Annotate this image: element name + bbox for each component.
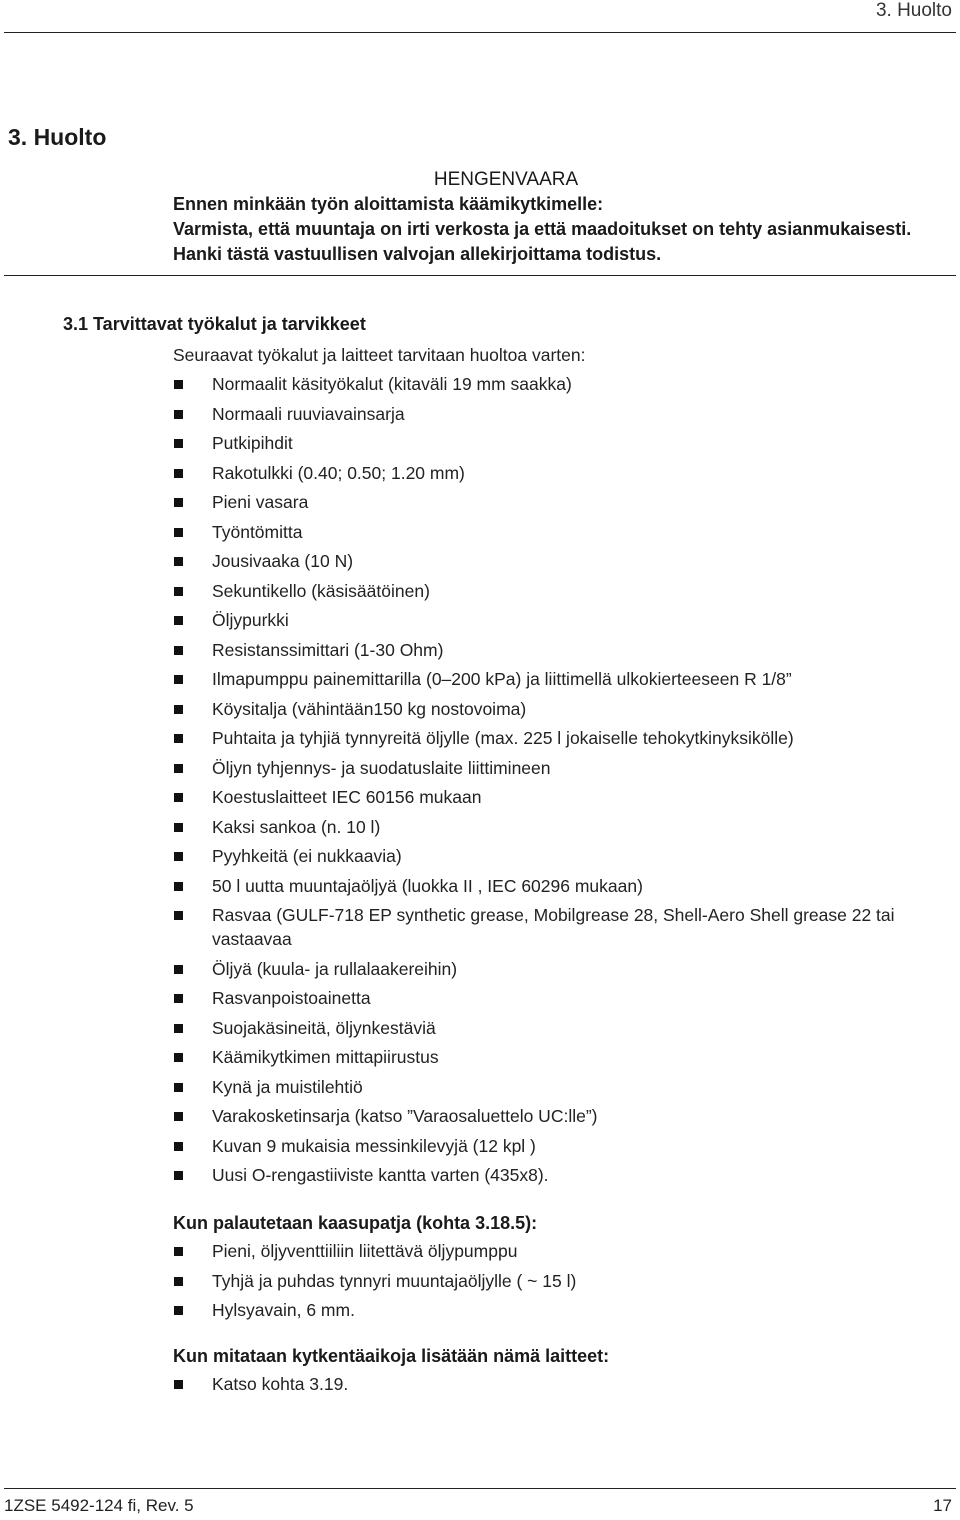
list-item-text: Uusi O-rengastiiviste kantta varten (435x8). xyxy=(212,1165,549,1185)
warning-line: Hanki tästä vastuullisen valvojan allekirjoittama todistus. xyxy=(173,244,662,264)
square-bullet-icon xyxy=(174,1024,183,1033)
tool-list xyxy=(173,372,958,1187)
list-item xyxy=(173,638,958,662)
list-item xyxy=(173,815,958,839)
square-bullet-icon xyxy=(174,380,183,389)
list-item-text: Pieni, öljyventtiiliin liitettävä öljypumppu xyxy=(212,1241,518,1261)
list-item-text: Hylsyavain, 6 mm. xyxy=(212,1300,355,1320)
return-list xyxy=(173,1239,958,1322)
list-item xyxy=(173,1239,958,1263)
square-bullet-icon xyxy=(174,498,183,507)
section-intro: Seuraavat työkalut ja laitteet tarvitaan huoltoa varten: xyxy=(173,345,586,365)
square-bullet-icon xyxy=(174,1277,183,1286)
list-item xyxy=(173,903,958,951)
return-heading: Kun palautetaan kaasupatja (kohta 3.18.5): xyxy=(173,1213,538,1233)
list-item-text: Kynä ja muistilehtiö xyxy=(212,1076,363,1097)
list-item xyxy=(173,1269,958,1293)
warning-line: Ennen minkään työn aloittamista käämikytkimelle: xyxy=(173,194,604,214)
list-item xyxy=(173,1372,958,1396)
list-item-text: Käämikytkimen mittapiirustus xyxy=(212,1047,439,1067)
list-item xyxy=(173,756,958,780)
square-bullet-icon xyxy=(174,469,183,478)
square-bullet-icon xyxy=(174,1380,183,1389)
square-bullet-icon xyxy=(174,1142,183,1151)
warning-divider xyxy=(4,275,956,276)
warning-block xyxy=(173,167,957,267)
list-item-text: Resistanssimittari (1-30 Ohm) xyxy=(212,639,444,660)
list-item-text: Öljypurkki xyxy=(212,610,289,630)
list-item-text: Rakotulkki (0.40; 0.50; 1.20 mm) xyxy=(212,462,465,483)
list-item xyxy=(173,726,958,750)
square-bullet-icon xyxy=(174,882,183,891)
square-bullet-icon xyxy=(174,734,183,743)
list-item-text: Rasvaa (GULF-718 EP synthetic grease, Mobilgrease 28, Shell-Aero Shell grease 22 tai vastaavaa xyxy=(212,905,895,949)
list-item xyxy=(173,697,958,721)
tools-section xyxy=(63,312,958,1402)
list-item xyxy=(173,1298,958,1322)
warning-line: Varmista, että muuntaja on irti verkosta ja että maadoitukset on tehty asianmukaisesti. xyxy=(173,219,912,239)
list-item xyxy=(173,785,958,809)
square-bullet-icon xyxy=(174,965,183,974)
list-item xyxy=(173,874,958,898)
section-title: 3.1 Tarvittavat työkalut ja tarvikkeet xyxy=(63,314,366,334)
list-item xyxy=(173,1163,958,1187)
footer-divider xyxy=(4,1488,956,1489)
chapter-title: 3. Huolto xyxy=(8,124,107,150)
list-item-text: Rasvanpoistoainetta xyxy=(212,988,371,1008)
square-bullet-icon xyxy=(174,1053,183,1062)
square-bullet-icon xyxy=(174,1247,183,1256)
list-item-text: Kuvan 9 mukaisia messinkilevyjä (12 kpl ) xyxy=(212,1135,536,1156)
square-bullet-icon xyxy=(174,439,183,448)
list-item-text: Koestuslaitteet IEC 60156 mukaan xyxy=(212,787,482,807)
list-item-text: Ilmapumppu painemittarilla (0–200 kPa) ja liittimellä ulkokierteeseen R 1/8” xyxy=(212,669,792,689)
list-item-text: Öljyn tyhjennys- ja suodatuslaite liittimineen xyxy=(212,757,551,778)
square-bullet-icon xyxy=(174,410,183,419)
square-bullet-icon xyxy=(174,793,183,802)
list-item-text: Suojakäsineitä, öljynkestäviä xyxy=(212,1017,436,1038)
square-bullet-icon xyxy=(174,587,183,596)
list-item-text: Puhtaita ja tyhjiä tynnyreitä öljylle (max. 225 l jokaiselle tehokytkinyksikölle) xyxy=(212,728,794,748)
page-number: 17 xyxy=(933,1496,952,1515)
square-bullet-icon xyxy=(174,528,183,537)
measure-heading: Kun mitataan kytkentäaikoja lisätään nämä laitteet: xyxy=(173,1346,610,1366)
square-bullet-icon xyxy=(174,911,183,920)
square-bullet-icon xyxy=(174,1306,183,1315)
list-item xyxy=(173,520,958,544)
list-item xyxy=(173,579,958,603)
list-item xyxy=(173,957,958,981)
list-item-text: Köysitalja (vähintään150 kg nostovoima) xyxy=(212,698,527,719)
list-item-text: Pyyhkeitä (ei nukkaavia) xyxy=(212,846,402,866)
list-item-text: Öljyä (kuula- ja rullalaakereihin) xyxy=(212,958,458,979)
square-bullet-icon xyxy=(174,675,183,684)
square-bullet-icon xyxy=(174,705,183,714)
measure-list xyxy=(173,1372,958,1396)
list-item xyxy=(173,1104,958,1128)
list-item-text: Katso kohta 3.19. xyxy=(212,1374,349,1394)
list-item xyxy=(173,372,958,396)
square-bullet-icon xyxy=(174,616,183,625)
document-id: 1ZSE 5492-124 fi, Rev. 5 xyxy=(4,1496,194,1515)
list-item xyxy=(173,608,958,632)
list-item xyxy=(173,490,958,514)
list-item-text: Kaksi sankoa (n. 10 l) xyxy=(212,816,381,837)
list-item xyxy=(173,1075,958,1099)
list-item xyxy=(173,1016,958,1040)
square-bullet-icon xyxy=(174,852,183,861)
list-item xyxy=(173,549,958,573)
list-item xyxy=(173,1045,958,1069)
square-bullet-icon xyxy=(174,823,183,832)
header-divider xyxy=(4,32,956,33)
list-item xyxy=(173,667,958,691)
list-item-text: Sekuntikello (käsisäätöinen) xyxy=(212,580,430,601)
list-item xyxy=(173,431,958,455)
square-bullet-icon xyxy=(174,764,183,773)
square-bullet-icon xyxy=(174,1171,183,1180)
list-item xyxy=(173,461,958,485)
list-item-text: Pieni vasara xyxy=(212,492,309,512)
square-bullet-icon xyxy=(174,557,183,566)
square-bullet-icon xyxy=(174,1112,183,1121)
running-header: 3. Huolto xyxy=(875,0,952,21)
list-item xyxy=(173,402,958,426)
list-item-text: Normaali ruuviavainsarja xyxy=(212,403,405,424)
list-item-text: Tyhjä ja puhdas tynnyri muuntajaöljylle ( ~ 15 l) xyxy=(212,1270,577,1291)
warning-title: HENGENVAARA xyxy=(433,169,579,190)
list-item-text: Normaalit käsityökalut (kitaväli 19 mm saakka) xyxy=(212,374,572,394)
list-item xyxy=(173,1134,958,1158)
list-item-text: Työntömitta xyxy=(212,521,303,542)
list-item-text: 50 l uutta muuntajaöljyä (luokka II , IEC 60296 mukaan) xyxy=(212,875,643,896)
square-bullet-icon xyxy=(174,994,183,1003)
square-bullet-icon xyxy=(174,646,183,655)
list-item-text: Jousivaaka (10 N) xyxy=(212,551,354,571)
list-item-text: Varakosketinsarja (katso ”Varaosaluettelo UC:lle”) xyxy=(212,1106,598,1126)
list-item xyxy=(173,986,958,1010)
square-bullet-icon xyxy=(174,1083,183,1092)
list-item-text: Putkipihdit xyxy=(212,433,293,453)
list-item xyxy=(173,844,958,868)
